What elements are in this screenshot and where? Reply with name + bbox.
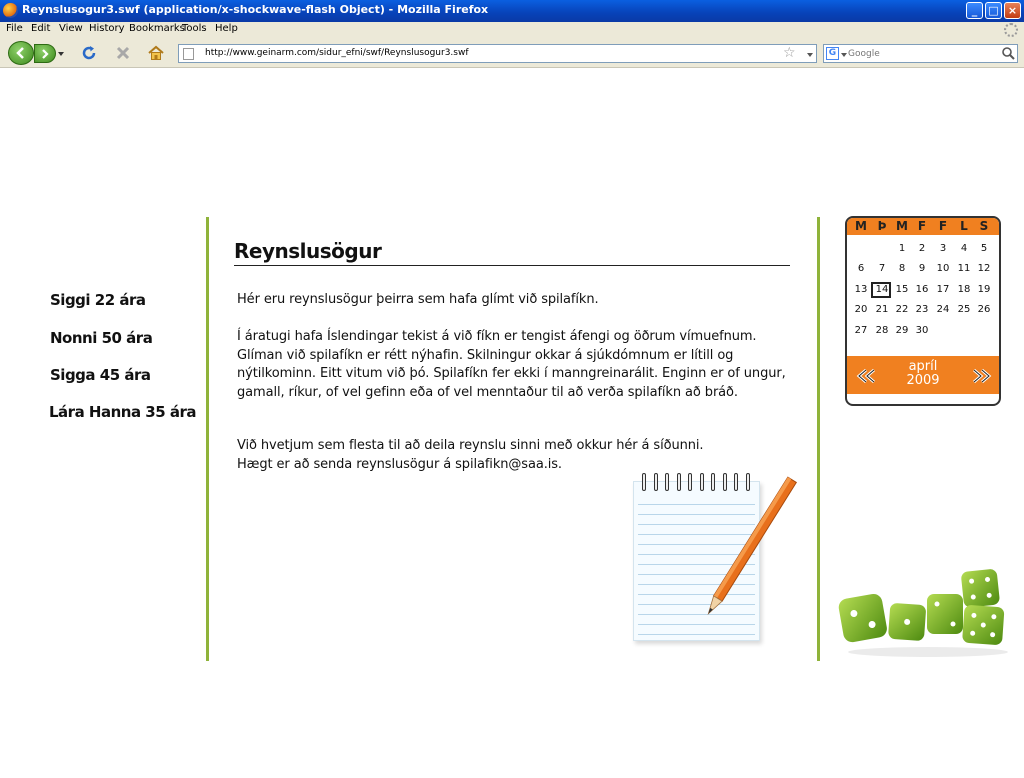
title-underline bbox=[234, 265, 790, 266]
google-engine-icon[interactable]: G bbox=[826, 47, 839, 60]
maximize-button[interactable]: □ bbox=[985, 2, 1002, 19]
calendar-day[interactable]: 4 bbox=[960, 243, 968, 254]
calendar-month: apríl bbox=[908, 359, 938, 374]
calendar-year: 2009 bbox=[906, 373, 940, 388]
intro-paragraph: Hér eru reynslusögur þeirra sem hafa glímt við spilafíkn. bbox=[237, 292, 599, 307]
page-title: Reynslusögur bbox=[234, 239, 382, 263]
window-titlebar bbox=[0, 0, 1024, 22]
menu-tools[interactable]: Tools bbox=[182, 23, 207, 34]
calendar-day[interactable]: 25 bbox=[957, 304, 971, 315]
calendar-day[interactable]: 8 bbox=[898, 263, 906, 274]
calendar-day[interactable]: 3 bbox=[939, 243, 947, 254]
close-button[interactable]: × bbox=[1004, 2, 1021, 19]
minimize-button[interactable]: _ bbox=[966, 2, 983, 19]
stop-icon[interactable] bbox=[114, 44, 132, 62]
calendar-day-name: F bbox=[917, 219, 927, 233]
notepad-ring bbox=[654, 473, 658, 491]
calendar-day[interactable]: 30 bbox=[915, 325, 929, 336]
calendar-day[interactable]: 9 bbox=[918, 263, 926, 274]
back-button[interactable] bbox=[8, 41, 34, 65]
menu-bar bbox=[0, 22, 1024, 38]
calendar-day[interactable]: 17 bbox=[936, 284, 950, 295]
calendar-day[interactable]: 12 bbox=[977, 263, 991, 274]
calendar-day[interactable]: 13 bbox=[854, 284, 868, 295]
contact-paragraph: Við hvetjum sem flesta til að deila reynslu sinni með okkur hér á síðunni. Hægt er að senda reynslusögur á spilafikn@saa.is. bbox=[237, 438, 704, 472]
calendar bbox=[845, 216, 1001, 406]
calendar-day-name: M bbox=[896, 219, 908, 233]
forward-arrow-icon bbox=[40, 49, 50, 59]
dice-illustration-icon bbox=[833, 564, 1013, 659]
calendar-day[interactable]: 10 bbox=[936, 263, 950, 274]
flash-content[interactable] bbox=[0, 69, 1024, 778]
calendar-day-name: L bbox=[960, 219, 968, 233]
calendar-day[interactable]: 1 bbox=[898, 243, 906, 254]
firefox-icon bbox=[3, 3, 18, 18]
right-divider bbox=[817, 217, 820, 661]
previous-month-icon[interactable] bbox=[855, 368, 877, 384]
search-icon[interactable] bbox=[1001, 46, 1015, 60]
calendar-day[interactable]: 24 bbox=[936, 304, 950, 315]
menu-file[interactable]: File bbox=[6, 23, 23, 34]
story-link-siggi[interactable]: Siggi 22 ára bbox=[50, 291, 146, 309]
pencil-icon bbox=[700, 464, 800, 634]
calendar-day-name: F bbox=[938, 219, 948, 233]
bookmark-star-icon[interactable]: ☆ bbox=[783, 45, 796, 61]
back-arrow-icon bbox=[15, 47, 27, 59]
calendar-day[interactable]: 15 bbox=[895, 284, 909, 295]
forward-button[interactable] bbox=[34, 44, 56, 63]
page-icon bbox=[183, 48, 194, 60]
calendar-day-name: S bbox=[979, 219, 989, 233]
calendar-day[interactable]: 27 bbox=[854, 325, 868, 336]
calendar-day[interactable]: 26 bbox=[977, 304, 991, 315]
calendar-day[interactable]: 29 bbox=[895, 325, 909, 336]
home-icon[interactable] bbox=[147, 44, 165, 62]
story-link-lara-hanna[interactable]: Lára Hanna 35 ára bbox=[49, 403, 197, 421]
calendar-day[interactable]: 7 bbox=[878, 263, 886, 274]
menu-help[interactable]: Help bbox=[215, 23, 238, 34]
calendar-day[interactable]: 28 bbox=[875, 325, 889, 336]
calendar-day[interactable]: 20 bbox=[854, 304, 868, 315]
calendar-day[interactable]: 18 bbox=[957, 284, 971, 295]
loading-throbber-icon bbox=[1004, 23, 1018, 37]
window-title: Reynslusogur3.swf (application/x-shockwave-flash Object) - Mozilla Firefox bbox=[22, 3, 489, 16]
next-month-icon[interactable] bbox=[971, 368, 993, 384]
search-box[interactable] bbox=[823, 44, 1018, 63]
address-bar[interactable] bbox=[178, 44, 817, 63]
calendar-day[interactable]: 22 bbox=[895, 304, 909, 315]
calendar-day[interactable]: 23 bbox=[915, 304, 929, 315]
calendar-day-name: Þ bbox=[877, 219, 887, 233]
notepad-line bbox=[638, 634, 755, 635]
url-text[interactable]: http://www.geinarm.com/sidur_efni/swf/Reynslusogur3.swf bbox=[205, 48, 469, 58]
calendar-day[interactable]: 2 bbox=[918, 243, 926, 254]
search-input[interactable] bbox=[848, 46, 998, 61]
calendar-day[interactable]: 6 bbox=[857, 263, 865, 274]
story-link-nonni[interactable]: Nonni 50 ára bbox=[50, 329, 153, 347]
left-divider bbox=[206, 217, 209, 661]
calendar-day[interactable]: 19 bbox=[977, 284, 991, 295]
notepad-ring bbox=[688, 473, 692, 491]
body-paragraph: Í áratugi hafa Íslendingar tekist á við fíkn er tengist áfengi og öðrum vímuefnum. Glíman við spilafíkn er rétt nýhafin. Skilningur okkar á sjúkdómnum er lítill og nýtilkominn. Eitt vitum við þó. Spilafíkn fer ekki í manngreinarálit. Enginn er of ungur, gamall, ríkur, of vel gefinn eða of vel menntaður til að verða spilafíkn að bráð. bbox=[237, 329, 786, 400]
calendar-day-name: M bbox=[855, 219, 867, 233]
url-dropdown-icon[interactable] bbox=[807, 53, 813, 57]
notepad-ring bbox=[665, 473, 669, 491]
calendar-day[interactable]: 5 bbox=[980, 243, 988, 254]
notepad-ring bbox=[677, 473, 681, 491]
menu-history[interactable]: History bbox=[89, 23, 125, 34]
reload-icon[interactable] bbox=[80, 44, 98, 62]
calendar-day[interactable]: 21 bbox=[875, 304, 889, 315]
menu-edit[interactable]: Edit bbox=[31, 23, 51, 34]
menu-bookmarks[interactable]: Bookmarks bbox=[129, 23, 185, 34]
history-dropdown-icon[interactable] bbox=[58, 52, 64, 56]
calendar-day[interactable]: 16 bbox=[915, 284, 929, 295]
story-link-sigga[interactable]: Sigga 45 ára bbox=[50, 366, 151, 384]
calendar-day[interactable]: 14 bbox=[875, 284, 889, 295]
notepad-ring bbox=[642, 473, 646, 491]
menu-view[interactable]: View bbox=[59, 23, 83, 34]
calendar-day[interactable]: 11 bbox=[957, 263, 971, 274]
engine-dropdown-icon[interactable] bbox=[841, 53, 847, 57]
